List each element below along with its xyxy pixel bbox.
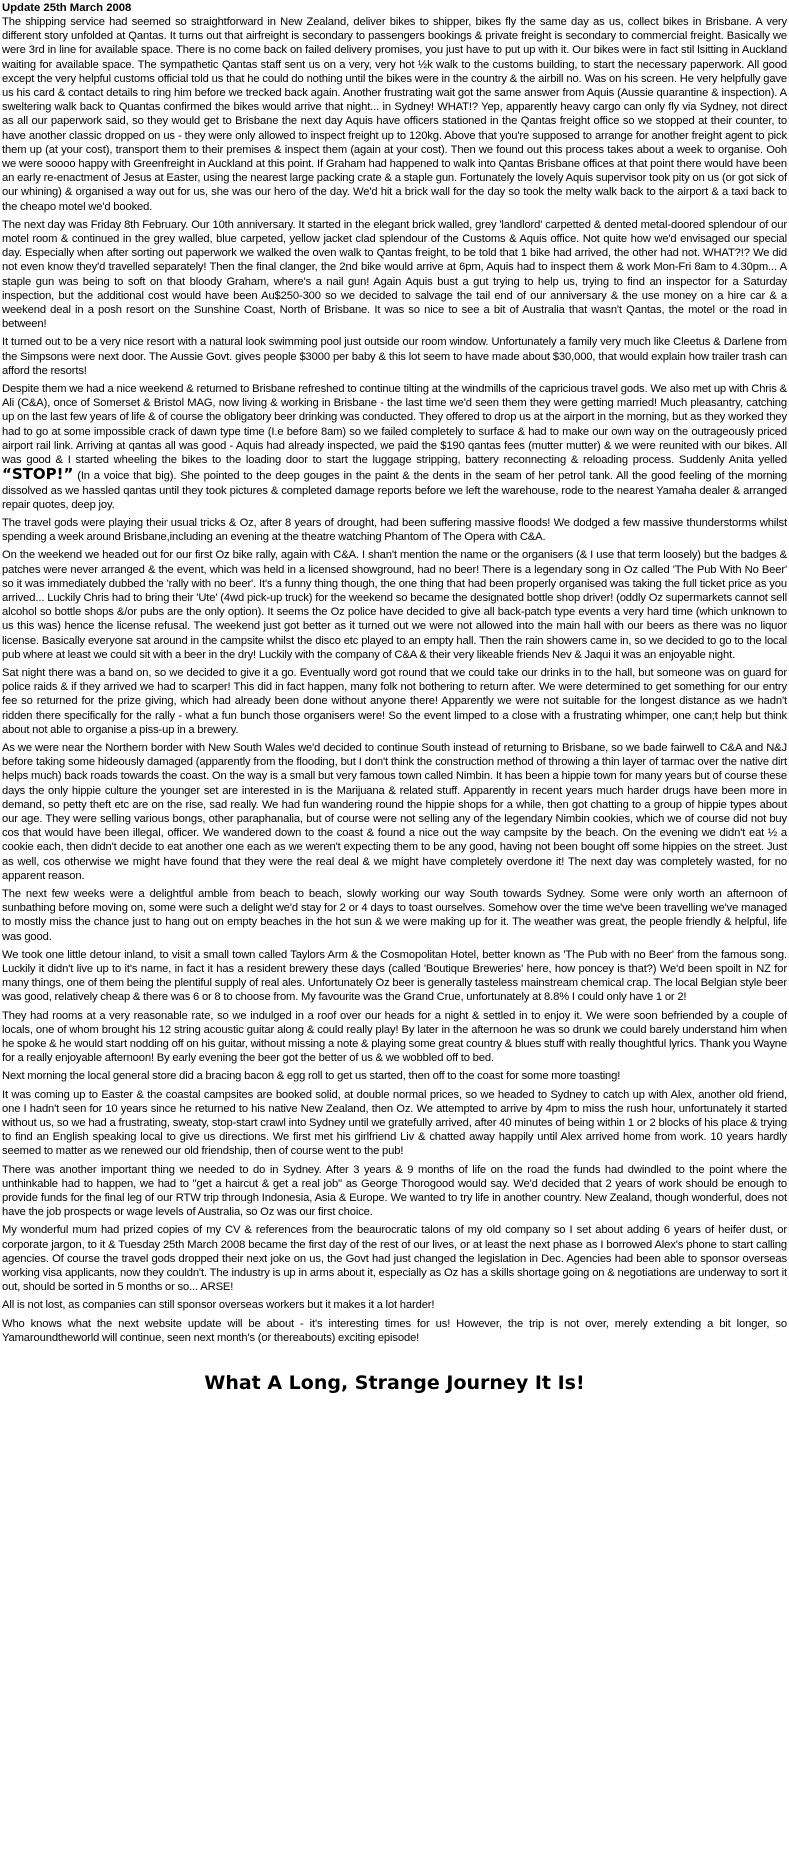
paragraph-anniversary: The next day was Friday 8th February. Our 10th anniversary. It started in the elegant brick walled, grey 'landlord' carpetted & dented metal-doored splendour of our motel room & continued in the grey walled, blue carpeted, yellow jacket clad splendour of the Customs & Aquis office. Not quite how we'd envisaged our special day. Especially when after sorting out paperwork we walked the oven walk to Qantas freight, to be told that 1 bike had arrived, the other had not. WHAT?!? We did not even know they'd travelled separately! Then the final clanger, the 2nd bike would arrive at 6pm, Aquis had to inspect them & work Mon-Fri 8am to 4.30pm... A staple gun was being to soft on that bloody Graham, where's a nail gun! Again Aquis bust a gut trying to help us, trying to find an inspector for a Saturday inspection, but the additional cost would have been Au$250-300 so we decided to salvage the tail end of our anniversary & the use money on a hire car & a weekend deal in a posh resort on the Sunshine Coast, North of Brisbane. It was so nice to see a bit of Australia that wasn't Qantas, the motel or the road in between!: [2, 218, 787, 331]
paragraph-breakfast: Next morning the local general store did a bracing bacon & egg roll to get us started, then off to the coast for some more toasting!: [2, 1070, 621, 1083]
stop-exclamation: “STOP!”: [2, 465, 74, 484]
paragraph-bikes-reunited-tail: (In a voice that big). She pointed to the deep gouges in the paint & the dents in the seam of her petrol tank. All the good feeling of the morning dissolved as we hassled qantas until they took pictures & completed damage reports before we left the warehouse, rode to the nearest Yamaha dealer & arranged repair quotes, deep joy.: [2, 470, 787, 511]
paragraph-floods: The travel gods were playing their usual tricks & Oz, after 8 years of drought, had been suffering massive floods! We dodged a few massive thunderstorms whilst spending a week around Brisbane,including an evening at the theatre watching Phantom of The Opera with C&A.: [2, 516, 787, 544]
paragraph-bikes-reunited-text: Despite them we had a nice weekend & returned to Brisbane refreshed to continue tilting at the windmills of the capricious travel gods. We also met up with Chris & Ali (C&A), once of Somerset & Bristol MAG, now living & working in Brisbane - the last time we'd seen them they were getting married! Much pleasantry, catching up on the last few years of life & of course the obligatory beer drinking was conducted. They offered to drop us at the airport in the morning, but as they worked they had to go at some impossible crack of dawn type time (I.e before 8am) so we failed completely to surface & had to make our own way on the outrageously priced airport rail link. Arriving at qantas all was good - Aquis had already inspected, we paid the $190 qantas fees (mutter mutter) & we were reunited with our bikes. All was good & I started wheeling the bikes to the loading door to start the luggage stripping, battery reconnecting & reloading process. Suddenly Anita yelled: [2, 383, 787, 467]
paragraph-sydney-alex: It was coming up to Easter & the coastal campsites are booked solid, at double normal prices, so we headed to Sydney to catch up with Alex, another old friend, one I hadn't seen for 10 years since he returned to his native New Zealand, then Oz. We attempted to arrive by 4pm to miss the rush hour, unfortunately it started without us, so we had a frustrating, sweaty, stop-start crawl into Sydney until we gratefully arrived, after 40 minutes of being within 1 or 2 blocks of his place & trying to find an English speaking local to give us directions. We first met his girlfriend Liv & chatted away happily until Alex arrived home from work. 10 years hardly seemed to matter as we renewed our old friendship, then of course went to the pub!: [2, 1088, 787, 1158]
paragraph-resort: It turned out to be a very nice resort with a natural look swimming pool just outside our room window. Unfortunately a family very much like Cleetus & Darlene from the Simpsons were next door. The Aussie Govt. gives people $3000 per baby & this lot seem to have made about $30,000, that would explain how trailer trash can afford the resorts!: [2, 336, 787, 377]
paragraph-bikes-reunited: [2, 382, 787, 512]
article-body: [0, 15, 789, 1345]
paragraph-nimbin: As we were near the Northern border with New South Wales we'd decided to continue South instead of returning to Brisbane, so we bade fairwell to C&A and N&J before taking some hideously damaged (apparently from the flooding, but I don't think the construction method of throwing a thin layer of tarmac over the native dirt helps much) back roads towards the coast. On the way is a small but very famous town called Nimbin. It has been a hippie town for many years but of course these days the only hippie culture the younger set are interested in is the Marijuana & related stuff. Apparently in recent years much harder drugs have been more in demand, so petty theft etc are on the rise, sad really. We had fun wandering round the hippie shops for a while, then got chatting to a group of hippie types about our age. They were selling various bongs, other paraphanalia, but of course were not selling any of the legendary Nimbin cookies, which we of course did not buy cos that would have been illegal, officer. We wandered down to the coast & found a nice out the way campsite by the beach. On the evening we didn't eat ½ a cookie each, then didn't decide to eat another one each as we weren't expecting them to be any good, having not been bought off some hippies on the street. Just as well, cos otherwise we might have found that they were the real deal & we might have completely overdone it! The next day was completely wasted, for no apparent reason.: [2, 741, 787, 882]
paragraph-beaches: The next few weeks were a delightful amble from beach to beach, slowly working our way South towards Sydney. Some were only worth an afternoon of sunbathing before moving on, some were such a delight we'd stay for 2 or 4 days to toast ourselves. Somehow over the time we've been travelling we've managed to mostly miss the chance just to hang out on empty beaches in the hot sun & we were making up for it. The weather was great, the people friendly & helpful, life was good.: [2, 887, 787, 943]
paragraph-saturday-band: Sat night there was a band on, so we decided to give it a go. Eventually word got round that we could take our drinks in to the hall, but someone was on guard for police raids & if they arrived we had to scarper! This did in fact happen, many folk not bothering to return after. We were determined to get something for our entry fee so returned for the prize giving, which had already been done without anyone there! Apparently we were not suitable for the longest distance as we hadn't ridden there specifically for the rally - what a fun bunch those organisers were! So the event limped to a close with a frustrating whimper, one can;t help but think about not able to organise a piss-up in a brewery.: [2, 666, 787, 736]
paragraph-pub-no-beer: We took one little detour inland, to visit a small town called Taylors Arm & the Cosmopolitan Hotel, better known as 'The Pub with no Beer' from the famous song. Luckily it didn't live up to it's name, in fact it has a resident brewery these days (called 'Boutique Breweries' here, how poncey is that?) We'd been spoilt in NZ for many things, one of them being the plentiful supply of real ales. Unfortunately Oz beer is generally tasteless mainstream chemical crap. The local Belgian style beer was good, relatively cheap & there was 6 or 8 to choose from. My favourite was the Grand Crue, unfortunately at 8.8% I could only have 1 or 2!: [2, 948, 787, 1004]
paragraph-qantas-freight: The shipping service had seemed so straightforward in New Zealand, deliver bikes to shipper, bikes fly the same day as us, collect bikes in Brisbane. A very different story unfolded at Qantas. It turns out that airfreight is secondary to passengers bookings & private freight is secondary to commercial freight. Basically we were 3rd in line for available space. There is no come back on failed delivery promises, you just have to put up with it. Our bikes were in fact stil lsitting in Auckland waiting for available space. The sympathetic Qantas staff sent us on a very, very hot ½k walk to the customs building, to start the necessary paperwork. All good except the very helpful customs official told us that he could do nothing until the bikes were in the country & the airbill no. Was on his screen. He very helpfully gave us his card & contact details to ring him before we trecked back again. Another frustrating wait got the same answer from Aquis (Aussie quarantine & inspection). A sweltering walk back to Quantas confirmed the bikes would arrive that night... in Sydney! WHAT!? Yep, apparently heavy cargo can only fly via Sydney, not direct as all our paperwork said, so they would get to Brisbane the next day Aquis have officers stationed in the Qantas freight office so we stopped at their counter, to have another classic dropped on us - they were only allowed to inspect freight up to 120kg. Above that you're supposed to arrange for another freight agent to pick them up (at your cost), transport them to their premises & inspect them (again at your cost). Then we found out this process takes about a week to organise. Ooh we were soooo happy with Greenfreight in Auckland at this point. If Graham had happened to walk into Qantas Brisbane offices at that point there would have been an early re-enactment of Jesus at Easter, using the nearest large packing crate & a staple gun. Fortunately the lovely Aquis supervisor took pity on us (or got sick of our whining) & organised a way out for us, she was our hero of the day. We'd hit a brick wall for the day so took the melty walk back to the airport & a taxi back to the cheapo motel we'd booked.: [2, 16, 787, 213]
paragraph-next-update: Who knows what the next website update will be about - it's interesting times for us! However, the trip is not over, merely extending a bit longer, so Yamaroundtheworld will continue, seen next month's (or thereabouts) exciting episode!: [2, 1317, 787, 1344]
paragraph-bike-rally: On the weekend we headed out for our first Oz bike rally, again with C&A. I shan't mention the name or the organisers (& I use that term loosely) but the badges & patches were never arranged & the event, which was held in a licensed showground, had no beer! There is a legendary song in Oz called 'The Pub With No Beer' so it was immediately dubbed the 'rally with no beer'. It's a funny thing though, the one thing that had been properly organised was taking the full ticket price as you arrived... Luckily Chris had to bring their 'Ute' (4wd pick-up truck) for the weekend so became the designated bottle shop driver! (oddly Oz supermarkets cannot sell alcohol so bottle shops &/or pubs are the only option). It seems the Oz police have decided to give all back-patch type events a very hard time (which unknown to us this was) hence the license refusal. The weekend just got better as it turned out we were not allowed into the main hall with our beers as there was no liquor license. Basically everyone sat around in the campsite whilst the disco etc played to an empty hall. Then the rain showers came in, so we decided to go to the local pub where at least we could sit with a beer in the dry! Luckily with the company of C&A & their very likeable friends Nev & Jaqui it was an enjoyable night.: [2, 549, 787, 661]
paragraph-not-lost: All is not lost, as companies can still sponsor overseas workers but it makes it a lot harder!: [2, 1299, 435, 1312]
closing-tagline: What A Long, Strange Journey It Is!: [204, 1372, 585, 1395]
paragraph-cv-visas: My wonderful mum had prized copies of my CV & references from the beaurocratic talons of my old company so I set about adding 6 years of heifer dust, or corporate jargon, to it & Tuesday 25th March 2008 became the first day of the rest of our lives, or at least the next phase as I borrowed Alex's phone to start calling agencies. Of course the travel gods dropped their next joke on us, the Govt had just changed the legislation in Dec. Agencies had been able to sponsor overseas working visa applicants, now they couldn't. The industry is up in arms about it, especially as Oz has a skills shortage going on & negotiations are underway to sort it out, should be sorted in 5 months or so... ARSE!: [2, 1224, 787, 1294]
stop-word: STOP!: [11, 465, 64, 484]
paragraph-wayne-guitar: They had rooms at a very reasonable rate, so we indulged in a roof over our heads for a night & settled in to enjoy it. We were soon befriended by a couple of locals, one of whom brought his 12 string acoustic guitar along & could really play! By later in the afternoon he was so drunk we could barely understand him when he spoke & he would start nodding off on his guitar, without missing a note & playing some great country & blues stuff with really thoughtful lyrics. Thank you Wayne for a really enjoyable afternoon! By early evening the beer got the better of us & we wobbled off to bed.: [2, 1009, 787, 1065]
update-date-heading: Update 25th March 2008: [2, 2, 132, 14]
paragraph-get-a-job: There was another important thing we needed to do in Sydney. After 3 years & 9 months of life on the road the funds had dwindled to the point where the unthinkable had to happen, we had to "get a haircut & get a real job" as George Thorogood would say. We'd decided that 2 years of work should be enough to provide funds for the final leg of our RTW trip through Indonesia, Asia & Europe. We wanted to try life in another country. New Zealand, though wonderful, does not have the job prospects or wage levels of Australia, so Oz was our first choice.: [2, 1163, 787, 1219]
